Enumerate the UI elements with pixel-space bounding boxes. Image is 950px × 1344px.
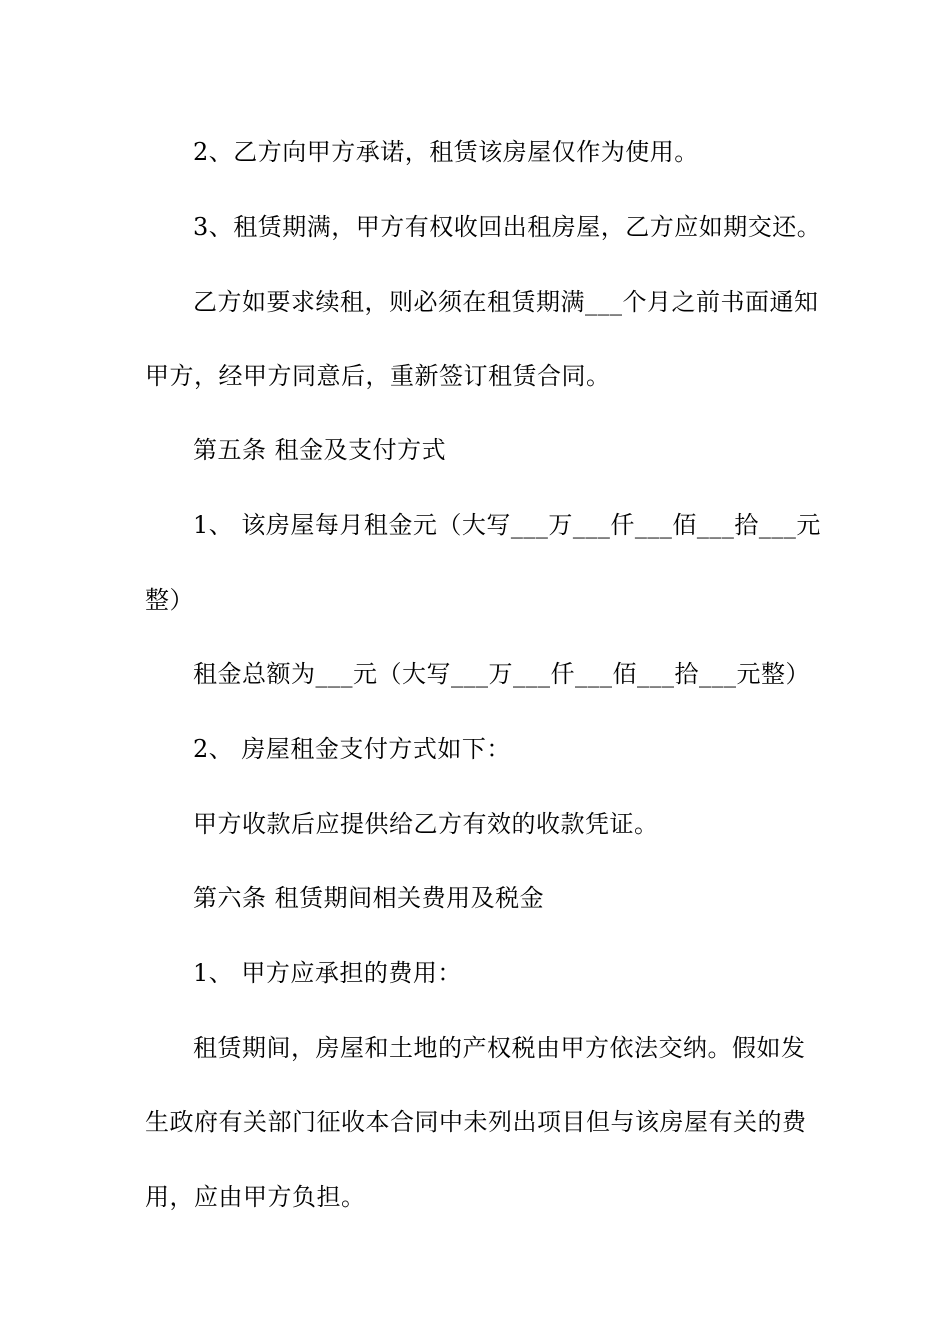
tax-paragraph-line-1: 租赁期间，房屋和土地的产权税由甲方依法交纳。假如发 [193, 1034, 806, 1062]
article-6-heading: 第六条 租赁期间相关费用及税金 [193, 884, 545, 912]
renewal-paragraph-line-2: 甲方，经甲方同意后，重新签订租赁合同。 [145, 362, 611, 390]
monthly-rent-line-1: 1、 该房屋每月租金元（大写___万___仟___佰___拾___元 [193, 511, 821, 539]
receipt-paragraph: 甲方收款后应提供给乙方有效的收款凭证。 [193, 810, 659, 838]
total-rent-line: 租金总额为___元（大写___万___仟___佰___拾___元整） [193, 660, 810, 688]
clause-3-expiry: 3、租赁期满，甲方有权收回出租房屋，乙方应如期交还。 [193, 213, 822, 241]
renewal-paragraph-line-1: 乙方如要求续租，则必须在租赁期满___个月之前书面通知 [193, 288, 819, 316]
monthly-rent-line-2: 整） [145, 586, 194, 614]
payment-method-heading: 2、 房屋租金支付方式如下： [193, 735, 511, 763]
tax-paragraph-line-3: 用，应由甲方负担。 [145, 1183, 366, 1211]
clause-2-commitment: 2、乙方向甲方承诺，租赁该房屋仅作为使用。 [193, 138, 699, 166]
article-5-heading: 第五条 租金及支付方式 [193, 436, 447, 464]
tax-paragraph-line-2: 生政府有关部门征收本合同中未列出项目但与该房屋有关的费 [145, 1108, 807, 1136]
party-a-costs-heading: 1、 甲方应承担的费用： [193, 959, 462, 987]
